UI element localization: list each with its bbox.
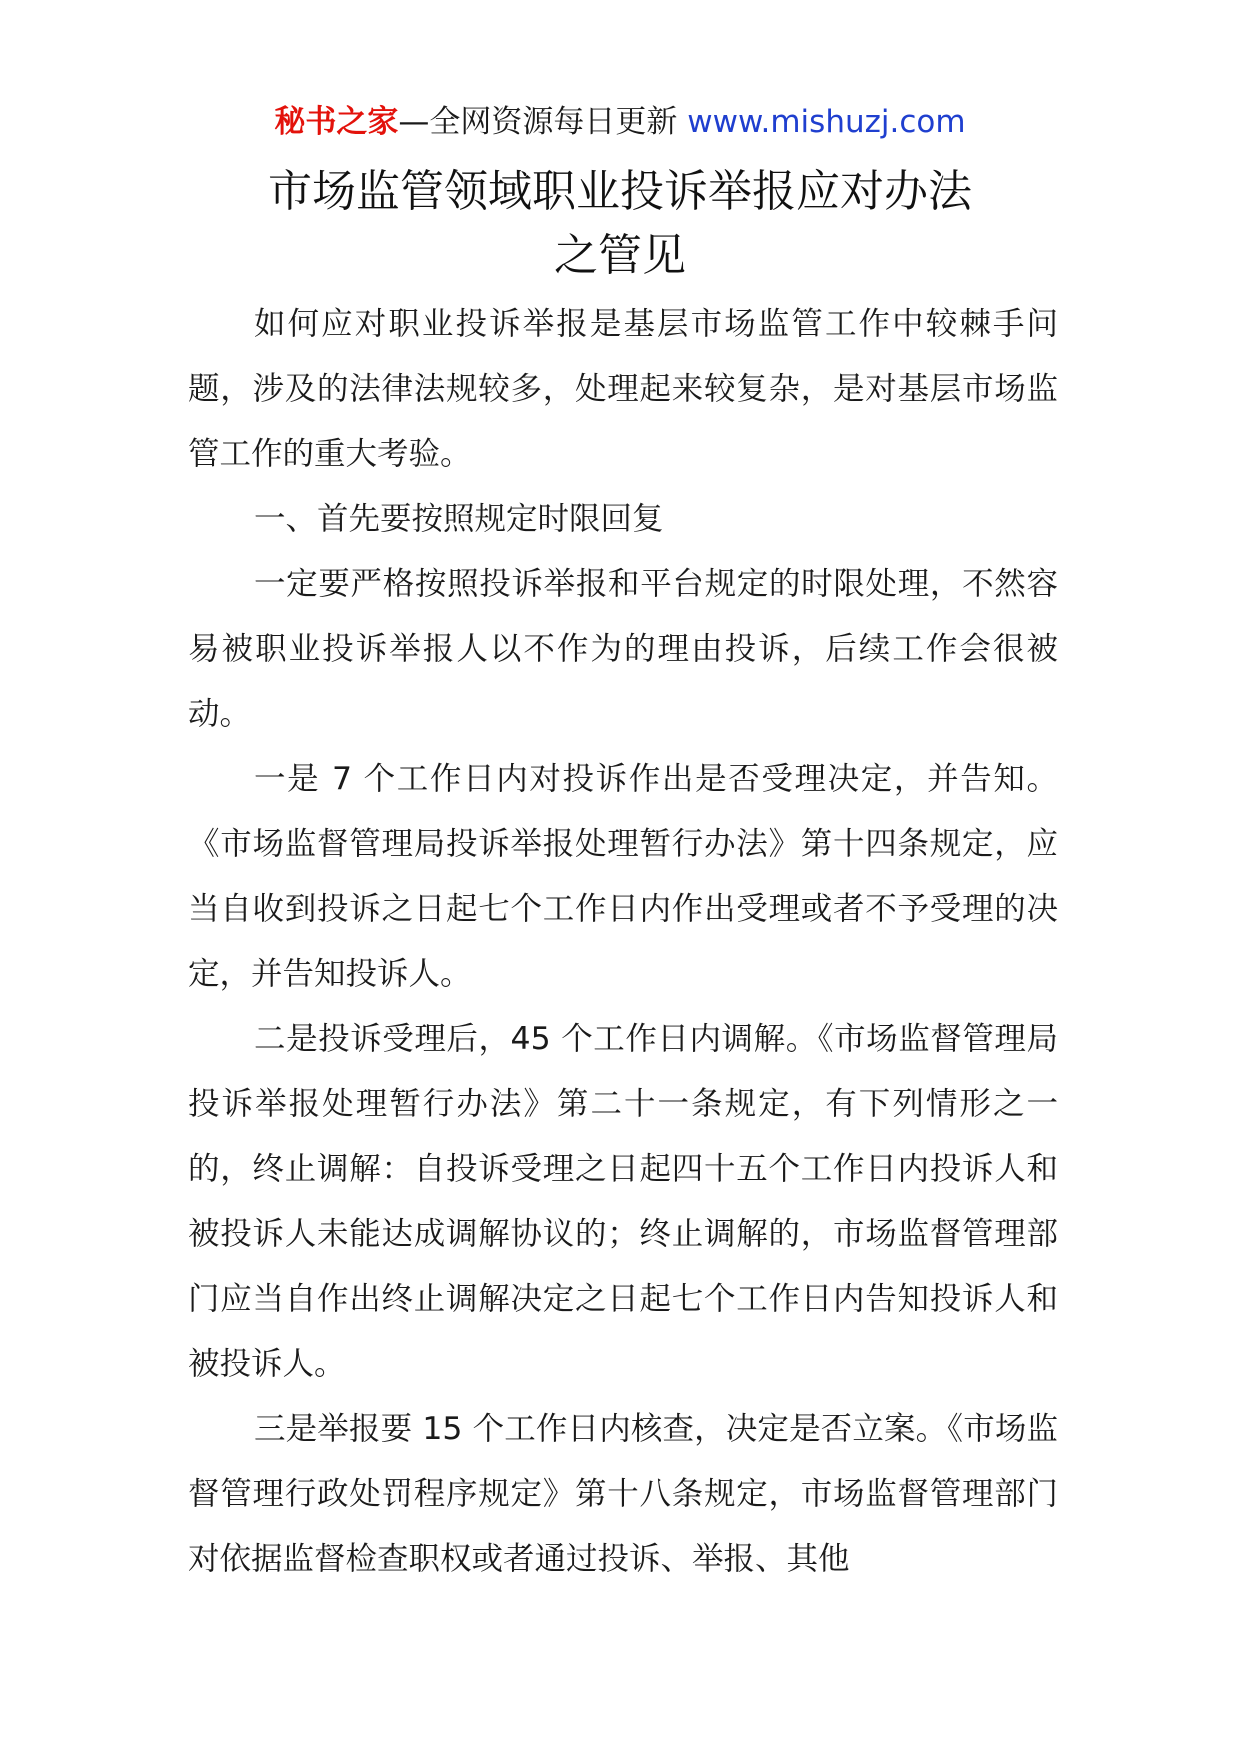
paragraph-point-3: 三是举报要 15 个工作日内核查，决定是否立案。《市场监督管理行政处罚程序规定》第十八条规定，市场监督管理部门对依据监督检查职权或者通过投诉、举报、其他 (188, 1411, 1058, 1577)
document-body (188, 292, 1058, 1592)
site-header (0, 100, 1240, 144)
site-url-link[interactable]: www.mishuzj.com (687, 104, 966, 140)
header-slogan: —全网资源每日更新 (398, 104, 688, 140)
document-title (0, 160, 1240, 288)
section-heading-1: 一、首先要按照规定时限回复 (254, 501, 664, 537)
paragraph-intro: 如何应对职业投诉举报是基层市场监管工作中较棘手问题，涉及的法律法规较多，处理起来较复杂，是对基层市场监管工作的重大考验。 (188, 306, 1058, 472)
brand-name: 秘书之家 (274, 104, 399, 140)
title-line-1: 市场监管领域职业投诉举报应对办法 (268, 166, 972, 217)
paragraph-point-2: 二是投诉受理后，45 个工作日内调解。《市场监督管理局投诉举报处理暂行办法》第二十一条规定，有下列情形之一的，终止调解：自投诉受理之日起四十五个工作日内投诉人和被投诉人未能达成调解协议的；终止调解的，市场监督管理部门应当自作出终止调解决定之日起七个工作日内告知投诉人和被投诉人。 (188, 1021, 1058, 1382)
paragraph-time-limit: 一定要严格按照投诉举报和平台规定的时限处理，不然容易被职业投诉举报人以不作为的理由投诉，后续工作会很被动。 (188, 566, 1058, 732)
paragraph-point-1: 一是 7 个工作日内对投诉作出是否受理决定，并告知。《市场监督管理局投诉举报处理暂行办法》第十四条规定，应当自收到投诉之日起七个工作日内作出受理或者不予受理的决定，并告知投诉人。 (188, 761, 1058, 992)
title-line-2: 之管见 (554, 230, 686, 281)
